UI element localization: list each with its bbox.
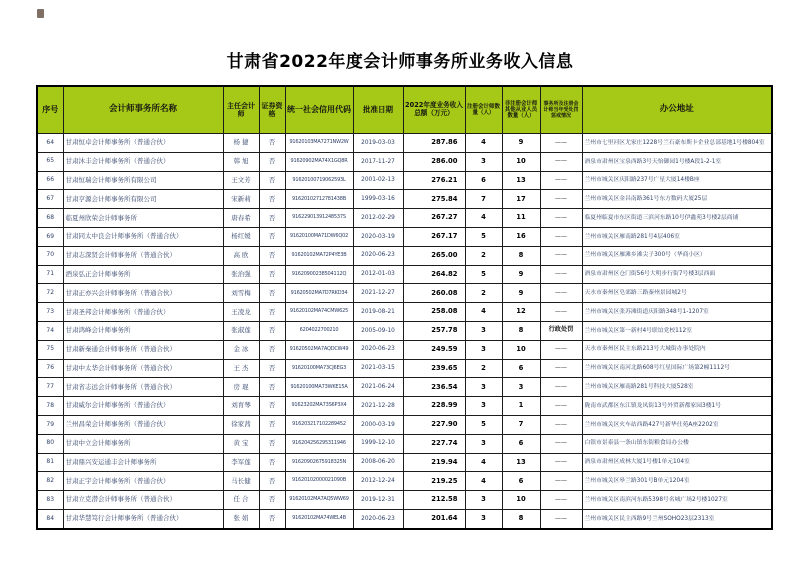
table-row	[37, 152, 772, 171]
cell-staff-count: 7	[502, 415, 540, 434]
cell-staff-count: 12	[502, 303, 540, 322]
cell-revenue: 257.78	[403, 321, 465, 340]
cell-code: 91622901391248537S	[285, 209, 353, 228]
cell-penalty: ——	[540, 134, 582, 153]
cell-revenue: 275.84	[403, 190, 465, 209]
table-row	[37, 509, 772, 528]
cell-code: 91620900238504112Q	[285, 265, 353, 284]
cell-address: 临夏州临夏市东区街道三滨河东路10号伊鑫苑3号楼2层商铺	[582, 209, 772, 228]
cell-name: 甘肃新秦通会计师事务所（普通合伙）	[63, 340, 223, 359]
cell-penalty: ——	[540, 152, 582, 171]
cell-revenue: 219.25	[403, 472, 465, 491]
cell-securities: 否	[259, 491, 285, 510]
cell-name: 甘肃志深贤会计师事务所（普通合伙）	[63, 246, 223, 265]
cell-revenue: 267.17	[403, 227, 465, 246]
cell-cpa-count: 4	[465, 472, 502, 491]
cell-penalty: ——	[540, 378, 582, 397]
cell-revenue: 264.82	[403, 265, 465, 284]
cell-date: 2020-03-19	[353, 227, 403, 246]
cell-name: 甘肃鼎兴安运通丰会计师事务所	[63, 453, 223, 472]
cell-address: 陇南市武都区东江镇龙凤街13号外贸新都家园3楼1号	[582, 397, 772, 416]
cell-penalty: ——	[540, 359, 582, 378]
cell-address: 兰州市城关区第一新村4号联谊党校112室	[582, 321, 772, 340]
cell-date: 2021-12-28	[353, 397, 403, 416]
cell-staff-count: 1	[502, 397, 540, 416]
header-cell-no: 序号	[37, 86, 63, 134]
cell-revenue: 236.54	[403, 378, 465, 397]
table-row	[37, 359, 772, 378]
cell-securities: 否	[259, 340, 285, 359]
cell-address: 兰州市城关区雁南路281号4层406室	[582, 227, 772, 246]
page-corner-mark	[37, 9, 44, 18]
cell-chief: 韩 旭	[223, 152, 259, 171]
cell-penalty: 行政处罚	[540, 321, 582, 340]
cell-date: 1999-03-16	[353, 190, 403, 209]
header-cell-cpa-count: 注册会计师数量（人）	[465, 86, 502, 134]
cell-cpa-count: 7	[465, 190, 502, 209]
cell-date: 2000-03-19	[353, 415, 403, 434]
cell-address: 兰州市城关区火车站西路427号新华仕苑A座2202室	[582, 415, 772, 434]
cell-no: 74	[37, 321, 63, 340]
revenue-table	[36, 85, 773, 530]
table-header-row	[37, 86, 772, 134]
table-row	[37, 415, 772, 434]
cell-revenue: 265.00	[403, 246, 465, 265]
cell-penalty: ——	[540, 453, 582, 472]
cell-cpa-count: 3	[465, 378, 502, 397]
cell-date: 2001-02-13	[353, 171, 403, 190]
cell-address: 天水市秦州区皂郊路三路秦州景园城2号	[582, 284, 772, 303]
header-cell-chief: 主任会计师	[223, 86, 259, 134]
cell-cpa-count: 3	[465, 397, 502, 416]
cell-code: 916203217102289452	[285, 415, 353, 434]
cell-name: 兰州昌荣会计师事务所（普通合伙）	[63, 415, 223, 434]
cell-chief: 任 合	[223, 491, 259, 510]
table-row	[37, 434, 772, 453]
cell-revenue: 228.99	[403, 397, 465, 416]
cell-cpa-count: 4	[465, 303, 502, 322]
cell-date: 2005-09-10	[353, 321, 403, 340]
cell-staff-count: 17	[502, 190, 540, 209]
cell-name: 甘肃恒瑞会计师事务所有限公司	[63, 171, 223, 190]
cell-chief: 宋新莉	[223, 190, 259, 209]
cell-staff-count: 10	[502, 340, 540, 359]
page-title: 甘肃省2022年度会计师事务所业务收入信息	[226, 52, 574, 72]
cell-no: 78	[37, 397, 63, 416]
cell-chief: 刘雪梅	[223, 284, 259, 303]
cell-no: 70	[37, 246, 63, 265]
cell-no: 72	[37, 284, 63, 303]
cell-no: 82	[37, 472, 63, 491]
table-row	[37, 265, 772, 284]
cell-no: 83	[37, 491, 63, 510]
cell-staff-count: 10	[502, 491, 540, 510]
cell-staff-count: 16	[502, 227, 540, 246]
cell-address: 酒泉市肃州区宝泉西路3号天怡御园1号楼A段1-2-1室	[582, 152, 772, 171]
cell-cpa-count: 2	[465, 246, 502, 265]
cell-penalty: ——	[540, 491, 582, 510]
cell-revenue: 227.74	[403, 434, 465, 453]
cell-address: 兰州市城关区皋兰路301号B单元1204室	[582, 472, 772, 491]
cell-chief: 高 欧	[223, 246, 259, 265]
cell-code: 91620902MA74X1GQ8R	[285, 152, 353, 171]
cell-code: 91620103MA7271NW2W	[285, 134, 353, 153]
cell-name: 甘肃亨源会计师事务所有限公司	[63, 190, 223, 209]
cell-securities: 否	[259, 265, 285, 284]
cell-name: 甘肃正亦兴会计师事务所（普通合伙）	[63, 284, 223, 303]
header-cell-date: 批准日期	[353, 86, 403, 134]
cell-cpa-count: 3	[465, 434, 502, 453]
cell-date: 2020-06-23	[353, 246, 403, 265]
cell-no: 79	[37, 415, 63, 434]
cell-penalty: ——	[540, 434, 582, 453]
cell-chief: 张淑莲	[223, 321, 259, 340]
cell-chief: 房 琨	[223, 378, 259, 397]
cell-date: 2017-11-27	[353, 152, 403, 171]
table-row	[37, 171, 772, 190]
cell-no: 66	[37, 171, 63, 190]
cell-no: 80	[37, 434, 63, 453]
cell-securities: 否	[259, 472, 285, 491]
cell-staff-count: 8	[502, 509, 540, 528]
table-row	[37, 190, 772, 209]
cell-staff-count: 9	[502, 265, 540, 284]
cell-revenue: 276.21	[403, 171, 465, 190]
cell-no: 68	[37, 209, 63, 228]
table-row	[37, 378, 772, 397]
cell-no: 73	[37, 303, 63, 322]
cell-address: 天水市秦州区民主东路213号大城街办事处院内	[582, 340, 772, 359]
cell-date: 2012-12-24	[353, 472, 403, 491]
cell-securities: 否	[259, 321, 285, 340]
cell-cpa-count: 4	[465, 134, 502, 153]
cell-securities: 否	[259, 378, 285, 397]
cell-name: 甘肃中太华会计师事务所（普通合伙）	[63, 359, 223, 378]
cell-chief: 王 杰	[223, 359, 259, 378]
cell-staff-count: 6	[502, 434, 540, 453]
cell-date: 2012-01-03	[353, 265, 403, 284]
cell-securities: 否	[259, 434, 285, 453]
cell-securities: 否	[259, 227, 285, 246]
cell-chief: 张治强	[223, 265, 259, 284]
cell-staff-count: 10	[502, 152, 540, 171]
cell-cpa-count: 3	[465, 340, 502, 359]
header-cell-address: 办公地址	[582, 86, 772, 134]
cell-date: 2019-12-31	[353, 491, 403, 510]
cell-address: 兰州市城关区金昌南路361号东方数码大厦25层	[582, 190, 772, 209]
cell-staff-count: 6	[502, 472, 540, 491]
cell-name: 甘肃中立会计师事务所	[63, 434, 223, 453]
cell-address: 兰州市城关区民主西路9号兰州SOHO23层2313室	[582, 509, 772, 528]
cell-cpa-count: 2	[465, 284, 502, 303]
cell-code: 91620102MA72P4YE3B	[285, 246, 353, 265]
cell-cpa-count: 5	[465, 265, 502, 284]
cell-revenue: 219.94	[403, 453, 465, 472]
cell-penalty: ——	[540, 415, 582, 434]
cell-name: 甘肃鸿峰会计师事务所	[63, 321, 223, 340]
cell-address: 兰州市城关区庆阳路237号广星大厦14楼B座	[582, 171, 772, 190]
cell-address: 兰州市城关区雁滩乡滩尖子300号（华商小区）	[582, 246, 772, 265]
table-row	[37, 246, 772, 265]
cell-staff-count: 9	[502, 134, 540, 153]
cell-revenue: 227.90	[403, 415, 465, 434]
cell-date: 2019-03-03	[353, 134, 403, 153]
header-cell-staff-count: 非注册会计师其他从业人员数量（人）	[502, 86, 540, 134]
cell-no: 76	[37, 359, 63, 378]
cell-date: 1999-12-10	[353, 434, 403, 453]
header-cell-name: 会计师事务所名称	[63, 86, 223, 134]
cell-securities: 否	[259, 152, 285, 171]
cell-address: 白银市景泰县一条山镇东街粮食局办公楼	[582, 434, 772, 453]
cell-cpa-count: 6	[465, 171, 502, 190]
cell-name: 临夏州欣荣会计师事务所	[63, 209, 223, 228]
cell-date: 2020-06-23	[353, 509, 403, 528]
table-row	[37, 134, 772, 153]
cell-staff-count: 3	[502, 378, 540, 397]
table-row	[37, 227, 772, 246]
cell-date: 2020-06-23	[353, 340, 403, 359]
cell-code: 91620100MA73WKE15A	[285, 378, 353, 397]
cell-code: 91620502MA7D7RKD34	[285, 284, 353, 303]
cell-staff-count: 11	[502, 209, 540, 228]
cell-name: 甘肃正宇会计师事务所（普通合伙）	[63, 472, 223, 491]
cell-securities: 否	[259, 303, 285, 322]
table-row	[37, 321, 772, 340]
cell-cpa-count: 4	[465, 209, 502, 228]
cell-securities: 否	[259, 134, 285, 153]
cell-name: 甘肃威尔会计师事务所（普通合伙）	[63, 397, 223, 416]
cell-code: 91620100719062593L	[285, 171, 353, 190]
cell-staff-count: 8	[502, 246, 540, 265]
cell-chief: 王凌龙	[223, 303, 259, 322]
cell-address: 兰州市城关区张苏滩街道庆阳路348号1-1207室	[582, 303, 772, 322]
table-row	[37, 397, 772, 416]
cell-securities: 否	[259, 246, 285, 265]
cell-date: 2019-08-21	[353, 303, 403, 322]
cell-securities: 否	[259, 359, 285, 378]
table-row	[37, 453, 772, 472]
cell-code: 91620102MA7AQ5WW69	[285, 491, 353, 510]
cell-securities: 否	[259, 284, 285, 303]
cell-date: 2021-06-24	[353, 378, 403, 397]
cell-code: 6204022700210	[285, 321, 353, 340]
cell-cpa-count: 4	[465, 453, 502, 472]
cell-securities: 否	[259, 453, 285, 472]
cell-name: 甘肃沐丰会计师事务所（普通合伙）	[63, 152, 223, 171]
header-cell-securities: 证券资格	[259, 86, 285, 134]
cell-penalty: ——	[540, 171, 582, 190]
cell-date: 2021-12-27	[353, 284, 403, 303]
header-cell-penalty: 事务所及注册会计师当年受处罚惩戒情况	[540, 86, 582, 134]
table-row	[37, 340, 772, 359]
cell-securities: 否	[259, 397, 285, 416]
cell-chief: 金 冰	[223, 340, 259, 359]
cell-chief: 徐家茜	[223, 415, 259, 434]
cell-name: 甘肃华慧笃行会计师事务所（普通合伙）	[63, 509, 223, 528]
cell-name: 甘肃圣邦会计师事务所（普通合伙）	[63, 303, 223, 322]
cell-cpa-count: 3	[465, 491, 502, 510]
cell-code: 91620102000021090B	[285, 472, 353, 491]
table-row	[37, 209, 772, 228]
cell-staff-count: 9	[502, 284, 540, 303]
cell-penalty: ——	[540, 246, 582, 265]
cell-name: 甘肃省志远会计师事务所（普通合伙）	[63, 378, 223, 397]
cell-code: 91620502MA7AQDCW49	[285, 340, 353, 359]
cell-chief: 杨红媛	[223, 227, 259, 246]
cell-cpa-count: 3	[465, 152, 502, 171]
cell-cpa-count: 5	[465, 415, 502, 434]
cell-no: 81	[37, 453, 63, 472]
cell-chief: 杨 捷	[223, 134, 259, 153]
cell-penalty: ——	[540, 397, 582, 416]
cell-no: 64	[37, 134, 63, 153]
cell-penalty: ——	[540, 340, 582, 359]
cell-code: 91620102MA74CMW625	[285, 303, 353, 322]
header-cell-revenue: 2022年度业务收入总额（万元）	[403, 86, 465, 134]
cell-revenue: 287.86	[403, 134, 465, 153]
cell-staff-count: 8	[502, 321, 540, 340]
cell-cpa-count: 2	[465, 359, 502, 378]
table-row	[37, 491, 772, 510]
cell-revenue: 260.08	[403, 284, 465, 303]
cell-chief: 张 娟	[223, 509, 259, 528]
cell-name: 酒泉弘正会计师事务所	[63, 265, 223, 284]
cell-chief: 马长健	[223, 472, 259, 491]
cell-cpa-count: 3	[465, 321, 502, 340]
cell-revenue: 258.08	[403, 303, 465, 322]
table-row	[37, 303, 772, 322]
cell-no: 67	[37, 190, 63, 209]
table-body	[37, 134, 772, 529]
cell-chief: 唐春希	[223, 209, 259, 228]
cell-code: 91620100MA71DW6Q02	[285, 227, 353, 246]
cell-penalty: ——	[540, 303, 582, 322]
cell-penalty: ——	[540, 472, 582, 491]
cell-securities: 否	[259, 171, 285, 190]
cell-chief: 黄 宝	[223, 434, 259, 453]
cell-staff-count: 13	[502, 453, 540, 472]
cell-name: 甘肃立克潜会计师事务所（普通合伙）	[63, 491, 223, 510]
cell-address: 酒泉市肃州区成林大厦1号楼1单元104室	[582, 453, 772, 472]
cell-chief: 李军莲	[223, 453, 259, 472]
cell-date: 2012-02-29	[353, 209, 403, 228]
cell-no: 84	[37, 509, 63, 528]
cell-revenue: 286.00	[403, 152, 465, 171]
cell-chief: 刘育琴	[223, 397, 259, 416]
table-row	[37, 472, 772, 491]
cell-penalty: ——	[540, 190, 582, 209]
cell-address: 兰州市城关区南河北路608号红星国际广场第2幢1112号	[582, 359, 772, 378]
cell-securities: 否	[259, 509, 285, 528]
cell-revenue: 267.27	[403, 209, 465, 228]
cell-code: 91620102MA74WEL4B	[285, 509, 353, 528]
cell-cpa-count: 3	[465, 509, 502, 528]
cell-address: 兰州市七里河区尤家庄1228号兰石豪布斯卡企业总部基地1号楼804室	[582, 134, 772, 153]
cell-securities: 否	[259, 190, 285, 209]
cell-name: 甘肃恒卓会计师事务所（普通合伙）	[63, 134, 223, 153]
cell-chief: 王文芳	[223, 171, 259, 190]
cell-address: 兰州市城关区雁南路281号科技大厦528室	[582, 378, 772, 397]
cell-no: 71	[37, 265, 63, 284]
cell-name: 甘肃同太中良会计师事务所（普通合伙）	[63, 227, 223, 246]
cell-revenue: 201.64	[403, 509, 465, 528]
cell-no: 77	[37, 378, 63, 397]
cell-no: 69	[37, 227, 63, 246]
cell-code: 91620100MA73CJ6EG3	[285, 359, 353, 378]
cell-securities: 否	[259, 209, 285, 228]
cell-code: 91623202MA73S6P3X4	[285, 397, 353, 416]
cell-address: 兰州市城关区南滨河东路5398号名城广场2号楼1027室	[582, 491, 772, 510]
table-row	[37, 284, 772, 303]
cell-address: 酒泉市肃州区仓门街56号大明步行街7号楼3层西面	[582, 265, 772, 284]
header-cell-code: 统一社会信用代码	[285, 86, 353, 134]
cell-date: 2021-03-15	[353, 359, 403, 378]
cell-revenue: 212.58	[403, 491, 465, 510]
cell-revenue: 239.65	[403, 359, 465, 378]
cell-revenue: 249.59	[403, 340, 465, 359]
cell-securities: 否	[259, 415, 285, 434]
cell-code: 91620902675918325N	[285, 453, 353, 472]
cell-penalty: ——	[540, 509, 582, 528]
cell-code: 91620102712781438B	[285, 190, 353, 209]
cell-penalty: ——	[540, 265, 582, 284]
cell-staff-count: 13	[502, 171, 540, 190]
cell-cpa-count: 5	[465, 227, 502, 246]
cell-penalty: ——	[540, 284, 582, 303]
cell-date: 2008-06-20	[353, 453, 403, 472]
cell-staff-count: 6	[502, 359, 540, 378]
cell-penalty: ——	[540, 227, 582, 246]
cell-no: 75	[37, 340, 63, 359]
cell-code: 916204256295311946	[285, 434, 353, 453]
cell-penalty: ——	[540, 209, 582, 228]
cell-no: 65	[37, 152, 63, 171]
